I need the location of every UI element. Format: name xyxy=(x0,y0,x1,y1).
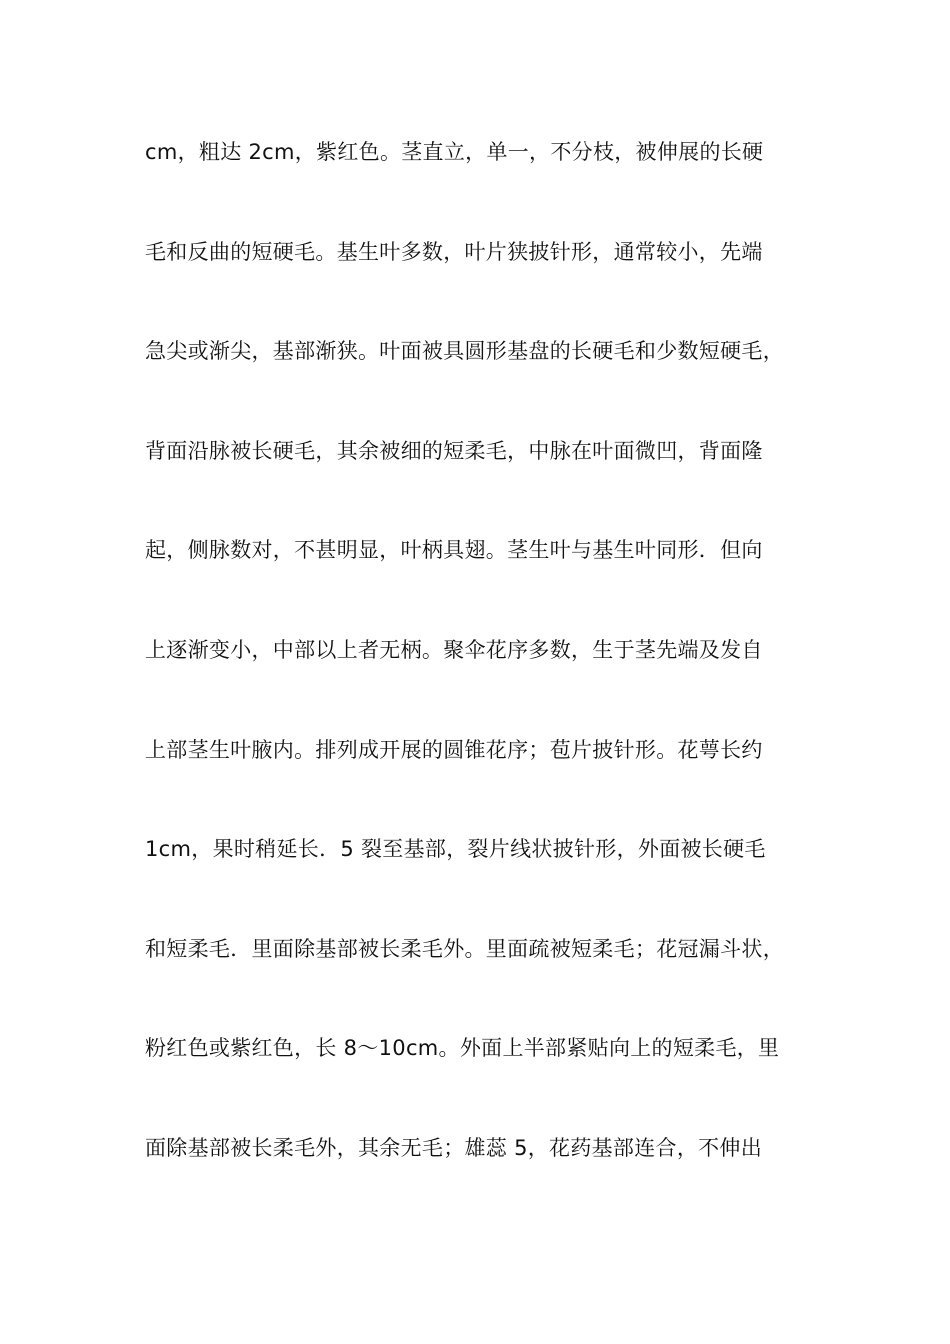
text-line: 粉红色或紫红色，长 8～10cm。外面上半部紧贴向上的短柔毛，里 xyxy=(145,1036,780,1061)
text-line: 起，侧脉数对，不甚明显，叶柄具翅。茎生叶与基生叶同形．但向 xyxy=(145,538,763,563)
text-line: 毛和反曲的短硬毛。基生叶多数，叶片狭披针形，通常较小，先端 xyxy=(145,239,763,264)
body-text xyxy=(145,132,835,1228)
text-line: 上部茎生叶腋内。排列成开展的圆锥花序；苞片披针形。花萼长约 xyxy=(145,737,763,762)
text-line: 背面沿脉被长硬毛，其余被细的短柔毛，中脉在叶面微凹，背面隆 xyxy=(145,438,763,463)
text-line: 1cm，果时稍延长．5 裂至基部，裂片线状披针形，外面被长硬毛 xyxy=(145,837,766,862)
text-line: 上逐渐变小，中部以上者无柄。聚伞花序多数，生于茎先端及发自 xyxy=(145,637,763,662)
text-line: 急尖或渐尖，基部渐狭。叶面被具圆形基盘的长硬毛和少数短硬毛， xyxy=(145,339,784,364)
text-line: 和短柔毛．里面除基部被长柔毛外。里面疏被短柔毛；花冠漏斗状， xyxy=(145,936,784,961)
text-line: cm，粗达 2cm，紫红色。茎直立，单一，不分枝，被伸展的长硬 xyxy=(145,140,764,164)
text-line: 面除基部被长柔毛外，其余无毛；雄蕊 5，花药基部连合，不伸出 xyxy=(145,1135,763,1160)
